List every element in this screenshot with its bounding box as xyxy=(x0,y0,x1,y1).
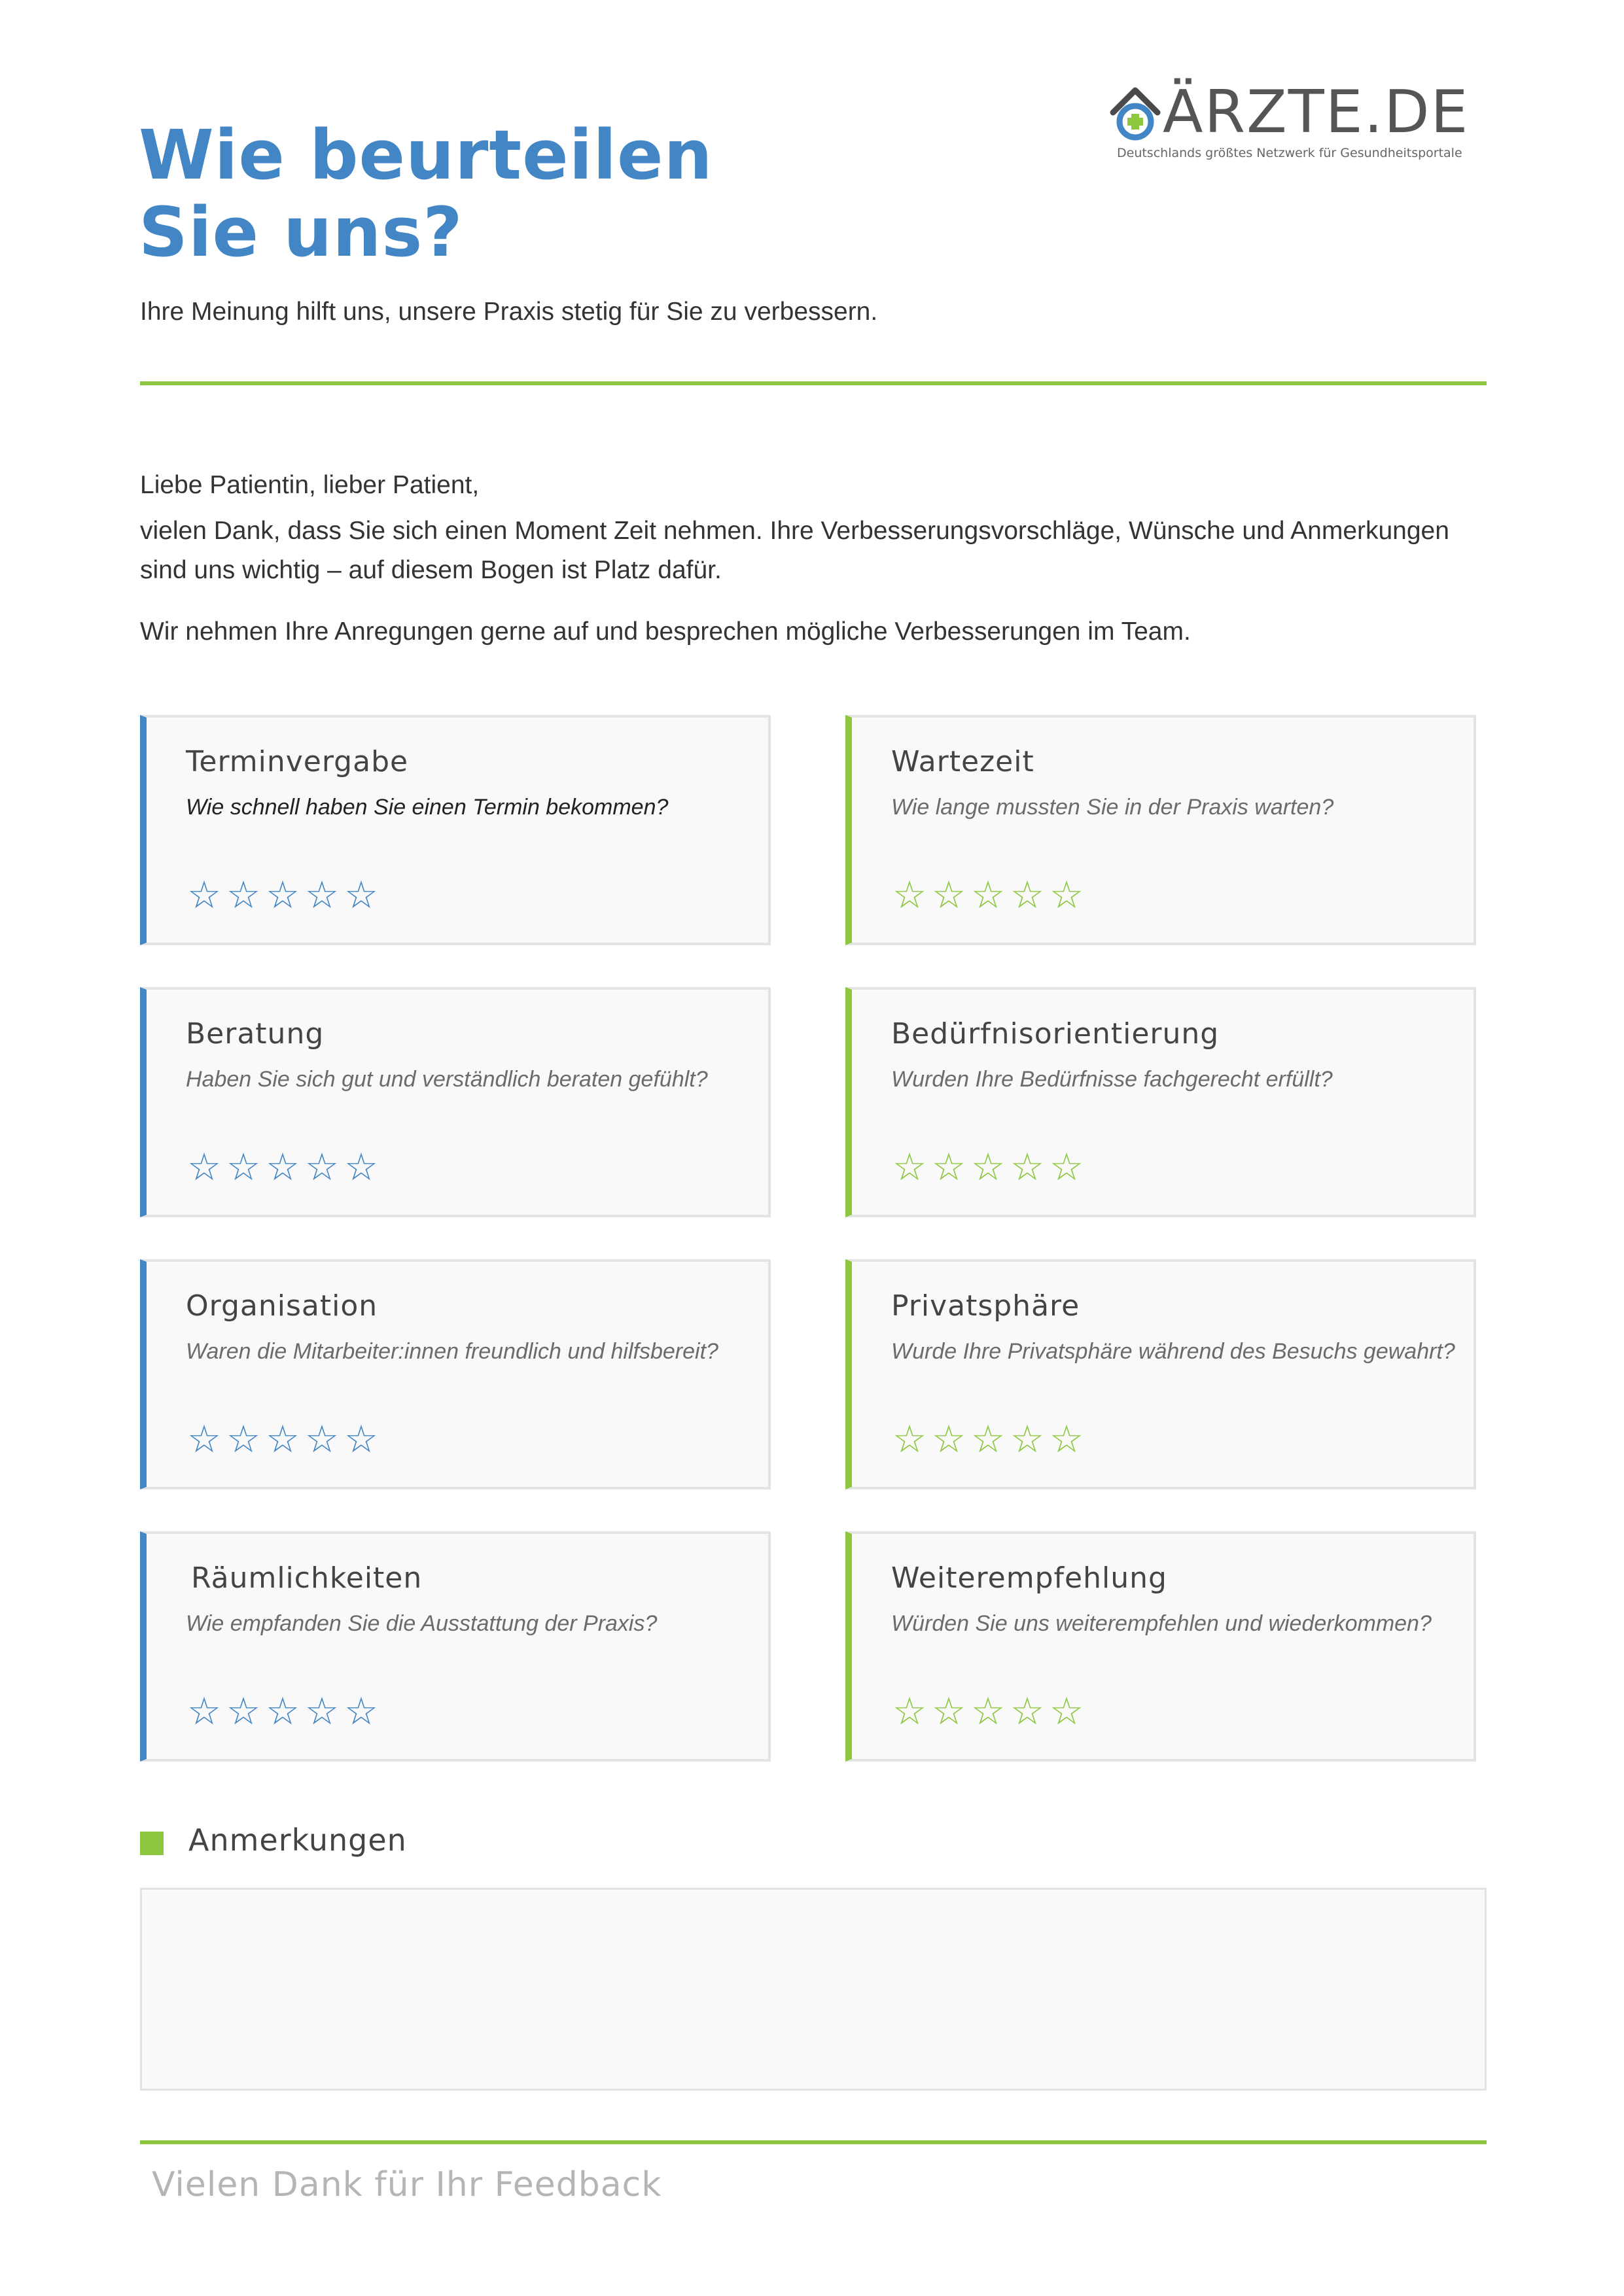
card-title: Organisation xyxy=(186,1289,378,1323)
star-icon[interactable]: ☆ xyxy=(344,1145,378,1189)
notes-textarea[interactable] xyxy=(140,1888,1487,2091)
card-title: Beratung xyxy=(186,1017,325,1051)
intro-paragraph-1: vielen Dank, dass Sie sich einen Moment Zeit nehmen. Ihre Verbesserungsvorschläge, Wünsche und Anmerkungen sind uns wichtig – auf diesem Bogen ist Platz dafür. xyxy=(140,517,1449,584)
house-cross-icon xyxy=(1109,84,1161,143)
star-icon[interactable]: ☆ xyxy=(892,1145,927,1189)
card-question: Wie empfanden Sie die Ausstattung der Praxis? xyxy=(186,1611,658,1636)
page-title-line-2: Sie uns? xyxy=(139,192,463,272)
star-icon[interactable]: ☆ xyxy=(971,1689,1005,1733)
star-icon[interactable]: ☆ xyxy=(1050,1689,1084,1733)
star-rating[interactable] xyxy=(185,1144,381,1190)
card-question: Wurde Ihre Privatsphäre während des Besuchs gewahrt? xyxy=(891,1339,1455,1364)
star-icon[interactable]: ☆ xyxy=(1050,1417,1084,1461)
star-rating[interactable] xyxy=(890,1688,1086,1734)
rating-card-raeumlichkeiten xyxy=(140,1531,771,1762)
star-icon[interactable]: ☆ xyxy=(971,1145,1005,1189)
star-icon[interactable]: ☆ xyxy=(1010,1417,1044,1461)
page-subtitle: Ihre Meinung hilft uns, unsere Praxis stetig für Sie zu verbessern. xyxy=(140,298,878,326)
star-icon[interactable]: ☆ xyxy=(1010,873,1044,917)
card-title: Räumlichkeiten xyxy=(191,1561,423,1595)
star-icon[interactable]: ☆ xyxy=(266,1689,300,1733)
star-icon[interactable]: ☆ xyxy=(932,1145,966,1189)
star-icon[interactable]: ☆ xyxy=(187,1145,221,1189)
star-icon[interactable]: ☆ xyxy=(971,1417,1005,1461)
star-icon[interactable]: ☆ xyxy=(187,1417,221,1461)
logo-tagline: Deutschlands größtes Netzwerk für Gesundheitsportale xyxy=(1117,146,1462,160)
card-title: Privatsphäre xyxy=(891,1289,1080,1323)
page-title xyxy=(139,116,713,271)
card-title: Terminvergabe xyxy=(186,745,409,778)
card-question: Wie schnell haben Sie einen Termin bekommen? xyxy=(186,795,669,820)
star-icon[interactable]: ☆ xyxy=(932,1417,966,1461)
rating-card-beduerfnisorientierung xyxy=(845,987,1476,1217)
card-question: Würden Sie uns weiterempfehlen und wiederkommen? xyxy=(891,1611,1432,1636)
square-bullet-icon xyxy=(140,1832,164,1855)
star-icon[interactable]: ☆ xyxy=(892,1417,927,1461)
star-icon[interactable]: ☆ xyxy=(1050,873,1084,917)
star-icon[interactable]: ☆ xyxy=(226,1145,260,1189)
card-question: Wie lange mussten Sie in der Praxis warten? xyxy=(891,795,1334,820)
star-icon[interactable]: ☆ xyxy=(892,873,927,917)
rating-card-organisation xyxy=(140,1259,771,1489)
card-question: Wurden Ihre Bedürfnisse fachgerecht erfüllt? xyxy=(891,1067,1333,1092)
star-icon[interactable]: ☆ xyxy=(266,1417,300,1461)
star-rating[interactable] xyxy=(185,1416,381,1462)
star-icon[interactable]: ☆ xyxy=(1010,1689,1044,1733)
star-rating[interactable] xyxy=(185,1688,381,1734)
star-icon[interactable]: ☆ xyxy=(226,1689,260,1733)
footer-thanks: Vielen Dank für Ihr Feedback xyxy=(152,2165,662,2204)
star-icon[interactable]: ☆ xyxy=(932,873,966,917)
rating-card-terminvergabe xyxy=(140,715,771,945)
star-icon[interactable]: ☆ xyxy=(305,1689,339,1733)
logo-wordmark: ÄRZTE.DE xyxy=(1163,78,1470,147)
star-icon[interactable]: ☆ xyxy=(266,873,300,917)
aerzte-de-logo xyxy=(1109,78,1485,169)
star-icon[interactable]: ☆ xyxy=(305,1417,339,1461)
star-icon[interactable]: ☆ xyxy=(305,873,339,917)
star-rating[interactable] xyxy=(890,872,1086,918)
star-icon[interactable]: ☆ xyxy=(344,1417,378,1461)
star-icon[interactable]: ☆ xyxy=(892,1689,927,1733)
rating-card-wartezeit xyxy=(845,715,1476,945)
star-icon[interactable]: ☆ xyxy=(187,873,221,917)
star-icon[interactable]: ☆ xyxy=(226,1417,260,1461)
card-title: Wartezeit xyxy=(891,745,1034,778)
star-icon[interactable]: ☆ xyxy=(226,873,260,917)
card-title: Weiterempfehlung xyxy=(891,1561,1167,1595)
star-icon[interactable]: ☆ xyxy=(1010,1145,1044,1189)
rating-card-weiterempfehlung xyxy=(845,1531,1476,1762)
footer-divider xyxy=(140,2140,1487,2144)
rating-card-beratung xyxy=(140,987,771,1217)
rating-card-privatsphaere xyxy=(845,1259,1476,1489)
star-icon[interactable]: ☆ xyxy=(971,873,1005,917)
star-icon[interactable]: ☆ xyxy=(266,1145,300,1189)
header-divider xyxy=(140,381,1487,385)
star-rating[interactable] xyxy=(185,872,381,918)
card-title: Bedürfnisorientierung xyxy=(891,1017,1220,1051)
star-icon[interactable]: ☆ xyxy=(1050,1145,1084,1189)
intro-greeting: Liebe Patientin, lieber Patient, xyxy=(140,471,480,499)
notes-label: Anmerkungen xyxy=(188,1822,407,1858)
card-question: Haben Sie sich gut und verständlich beraten gefühlt? xyxy=(186,1067,708,1092)
star-rating[interactable] xyxy=(890,1416,1086,1462)
star-icon[interactable]: ☆ xyxy=(932,1689,966,1733)
card-question: Waren die Mitarbeiter:innen freundlich und hilfsbereit? xyxy=(186,1339,718,1364)
intro-paragraph-2: Wir nehmen Ihre Anregungen gerne auf und besprechen mögliche Verbesserungen im Team. xyxy=(140,617,1191,646)
star-icon[interactable]: ☆ xyxy=(305,1145,339,1189)
star-rating[interactable] xyxy=(890,1144,1086,1190)
star-icon[interactable]: ☆ xyxy=(187,1689,221,1733)
star-icon[interactable]: ☆ xyxy=(344,1689,378,1733)
star-icon[interactable]: ☆ xyxy=(344,873,378,917)
page-title-line-1: Wie beurteilen xyxy=(139,115,713,195)
